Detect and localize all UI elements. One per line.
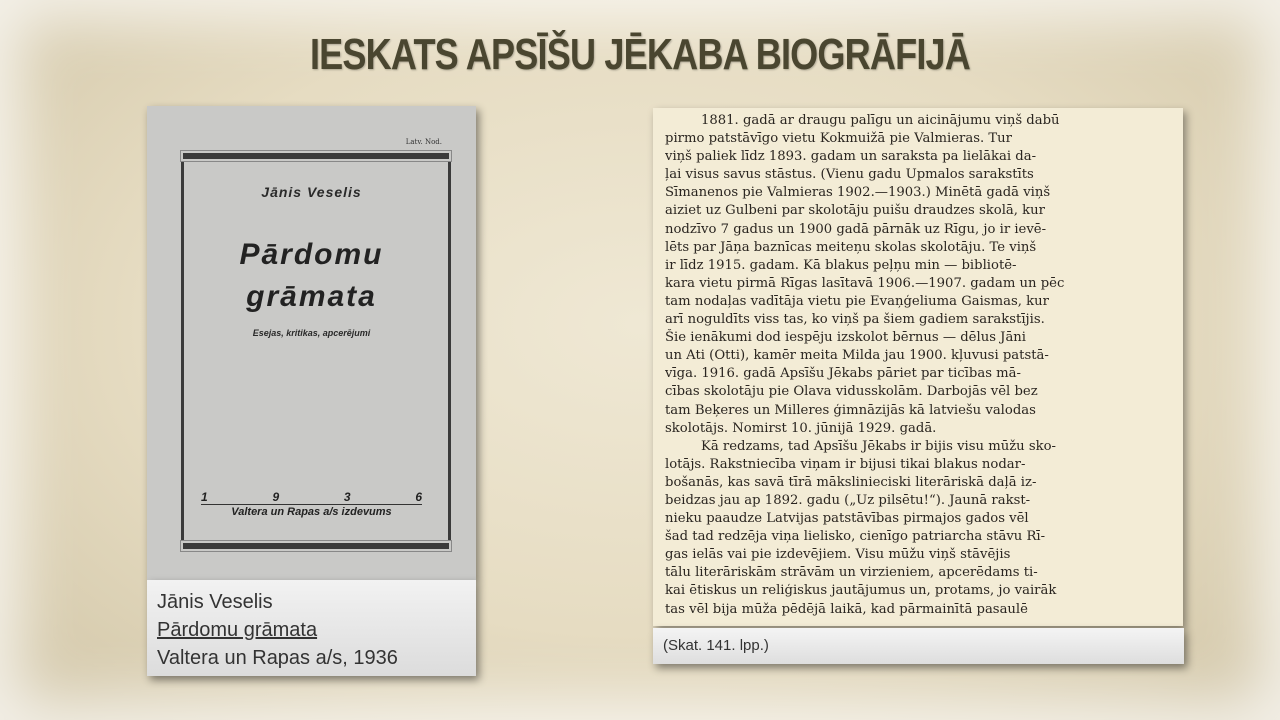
book-cover-image — [147, 106, 476, 580]
scan-text-line: nieku paaudze Latvijas patstāvības pirmajos gados vēl — [665, 511, 1029, 527]
cover-year-digit: 6 — [415, 490, 422, 504]
scan-text-line: skolotājs. Nomirst 10. jūnijā 1929. gadā. — [665, 420, 937, 436]
book-caption — [147, 580, 476, 676]
scan-text-line: lēts par Jāņa baznīcas meiteņu skolas skolotāju. Te viņš — [665, 239, 1037, 255]
cover-year-digit: 1 — [201, 490, 208, 504]
cover-frame-top-bar — [180, 150, 452, 162]
scan-text — [653, 108, 1183, 619]
scan-text-line: Kā redzams, tad Apsīšu Jēkabs ir bijis visu mūžu sko- — [701, 438, 1057, 454]
scan-text-line: aiziet uz Gulbeni par skolotāju puišu draudzes skolā, kur — [665, 203, 1045, 219]
scan-caption: (Skat. 141. lpp.) — [653, 628, 1184, 664]
slide-title: IESKATS APSĪŠU JĒKABA BIOGRĀFIJĀ — [309, 30, 971, 79]
cover-rule — [201, 504, 422, 505]
scan-text-line: nodzīvo 7 gadus un 1900 gadā pārnāk uz Rīgu, jo ir ievē- — [665, 221, 1047, 237]
scan-text-line: bošanās, kas savā tīrā mākslinieciski literāriskā daļā iz- — [665, 474, 1037, 490]
scan-text-line: Šie ienākumi dod iespēju izskolot bērnus — dēlus Jāni — [665, 330, 1027, 346]
cover-author: Jānis Veselis — [261, 184, 362, 200]
scan-text-line: arī noguldīts viss tas, ko viņš pa šiem gadiem sarakstījis. — [665, 312, 1045, 328]
scan-text-line: cības skolotāju pie Olava vidusskolām. Darbojās vēl bez — [665, 384, 1038, 400]
book-caption-publisher: Valtera un Rapas a/s, 1936 — [157, 647, 398, 669]
scan-text-line: pirmo patstāvīgo vietu Kokmuižā pie Valmieras. Tur — [665, 131, 1012, 147]
cover-year — [201, 490, 422, 504]
scan-text-line: tam Beķeres un Milleres ģimnāzijās kā latviešu valodas — [665, 402, 1036, 418]
book-caption-author: Jānis Veselis — [157, 591, 273, 613]
library-stamp: Latv. Nod. — [405, 138, 442, 146]
scan-text-line: un Ati (Otti), kamēr meita Milda jau 1900. kļuvusi patstā- — [665, 348, 1049, 364]
scan-text-line: kara vietu pirmā Rīgas lasītavā 1906.—1907. gadam un pēc — [665, 275, 1065, 291]
scan-text-line: 1881. gadā ar draugu palīgu un aicinājumu viņš dabū — [701, 113, 1060, 128]
scan-text-line: tam nodaļas vadītāja vietu pie Evaņģeliuma Gaismas, kur — [665, 293, 1049, 309]
scan-text-line: kai ētiskus un reliģiskus jautājumus un, protams, jo vairāk — [665, 583, 1057, 599]
scan-text-line: beidzas jau ap 1892. gadu („Uz pilsētu!“). Jaunā rakst- — [665, 492, 1031, 508]
cover-publisher: Valtera un Rapas a/s izdevums — [231, 506, 392, 518]
cover-title — [147, 234, 476, 318]
scan-text-line: Sīmanenos pie Valmieras 1902.—1903.) Minētā gadā viņš — [665, 185, 1051, 201]
scan-text-line: ļai visus savus stāstus. (Vienu gadu Upmalos sarakstīts — [665, 167, 1034, 183]
scan-text-line: ir līdz 1915. gadam. Kā blakus peļņu min — bibliotē- — [665, 257, 1017, 273]
cover-subtitle: Esejas, kritikas, apcerējumi — [252, 328, 371, 338]
cover-frame-bottom-bar — [180, 540, 452, 552]
book-title-link[interactable]: Pārdomu grāmata — [157, 619, 318, 641]
cover-year-digit: 9 — [272, 490, 280, 504]
scan-text-line: vīga. 1916. gadā Apsīšu Jēkabs pāriet par ticības mā- — [665, 366, 1021, 382]
scan-text-line: tālu literāriskām strāvām un virzieniem, apcerēdams ti- — [665, 565, 1038, 581]
newspaper-scan-image — [653, 108, 1183, 626]
scan-text-line: viņš paliek līdz 1893. gadam un saraksta pa lielākai da- — [665, 149, 1037, 165]
scan-text-line: tas vēl bija mūža pēdējā laikā, kad pārmainītā pasaulē — [665, 601, 1028, 617]
scan-text-line: gas ielās vai pie izdevējiem. Visu mūžu viņš stāvējis — [665, 547, 1011, 563]
cover-title-line2: grāmata — [246, 280, 377, 313]
scan-text-line: šad tad redzēja viņa lielisko, cienīgo patriarcha stāvu Rī- — [665, 529, 1046, 545]
scan-text-line: lotājs. Rakstniecība viņam ir bijusi tikai blakus nodar- — [665, 456, 1026, 472]
cover-year-digit: 3 — [343, 490, 351, 504]
cover-title-line1: Pārdomu — [239, 238, 384, 271]
